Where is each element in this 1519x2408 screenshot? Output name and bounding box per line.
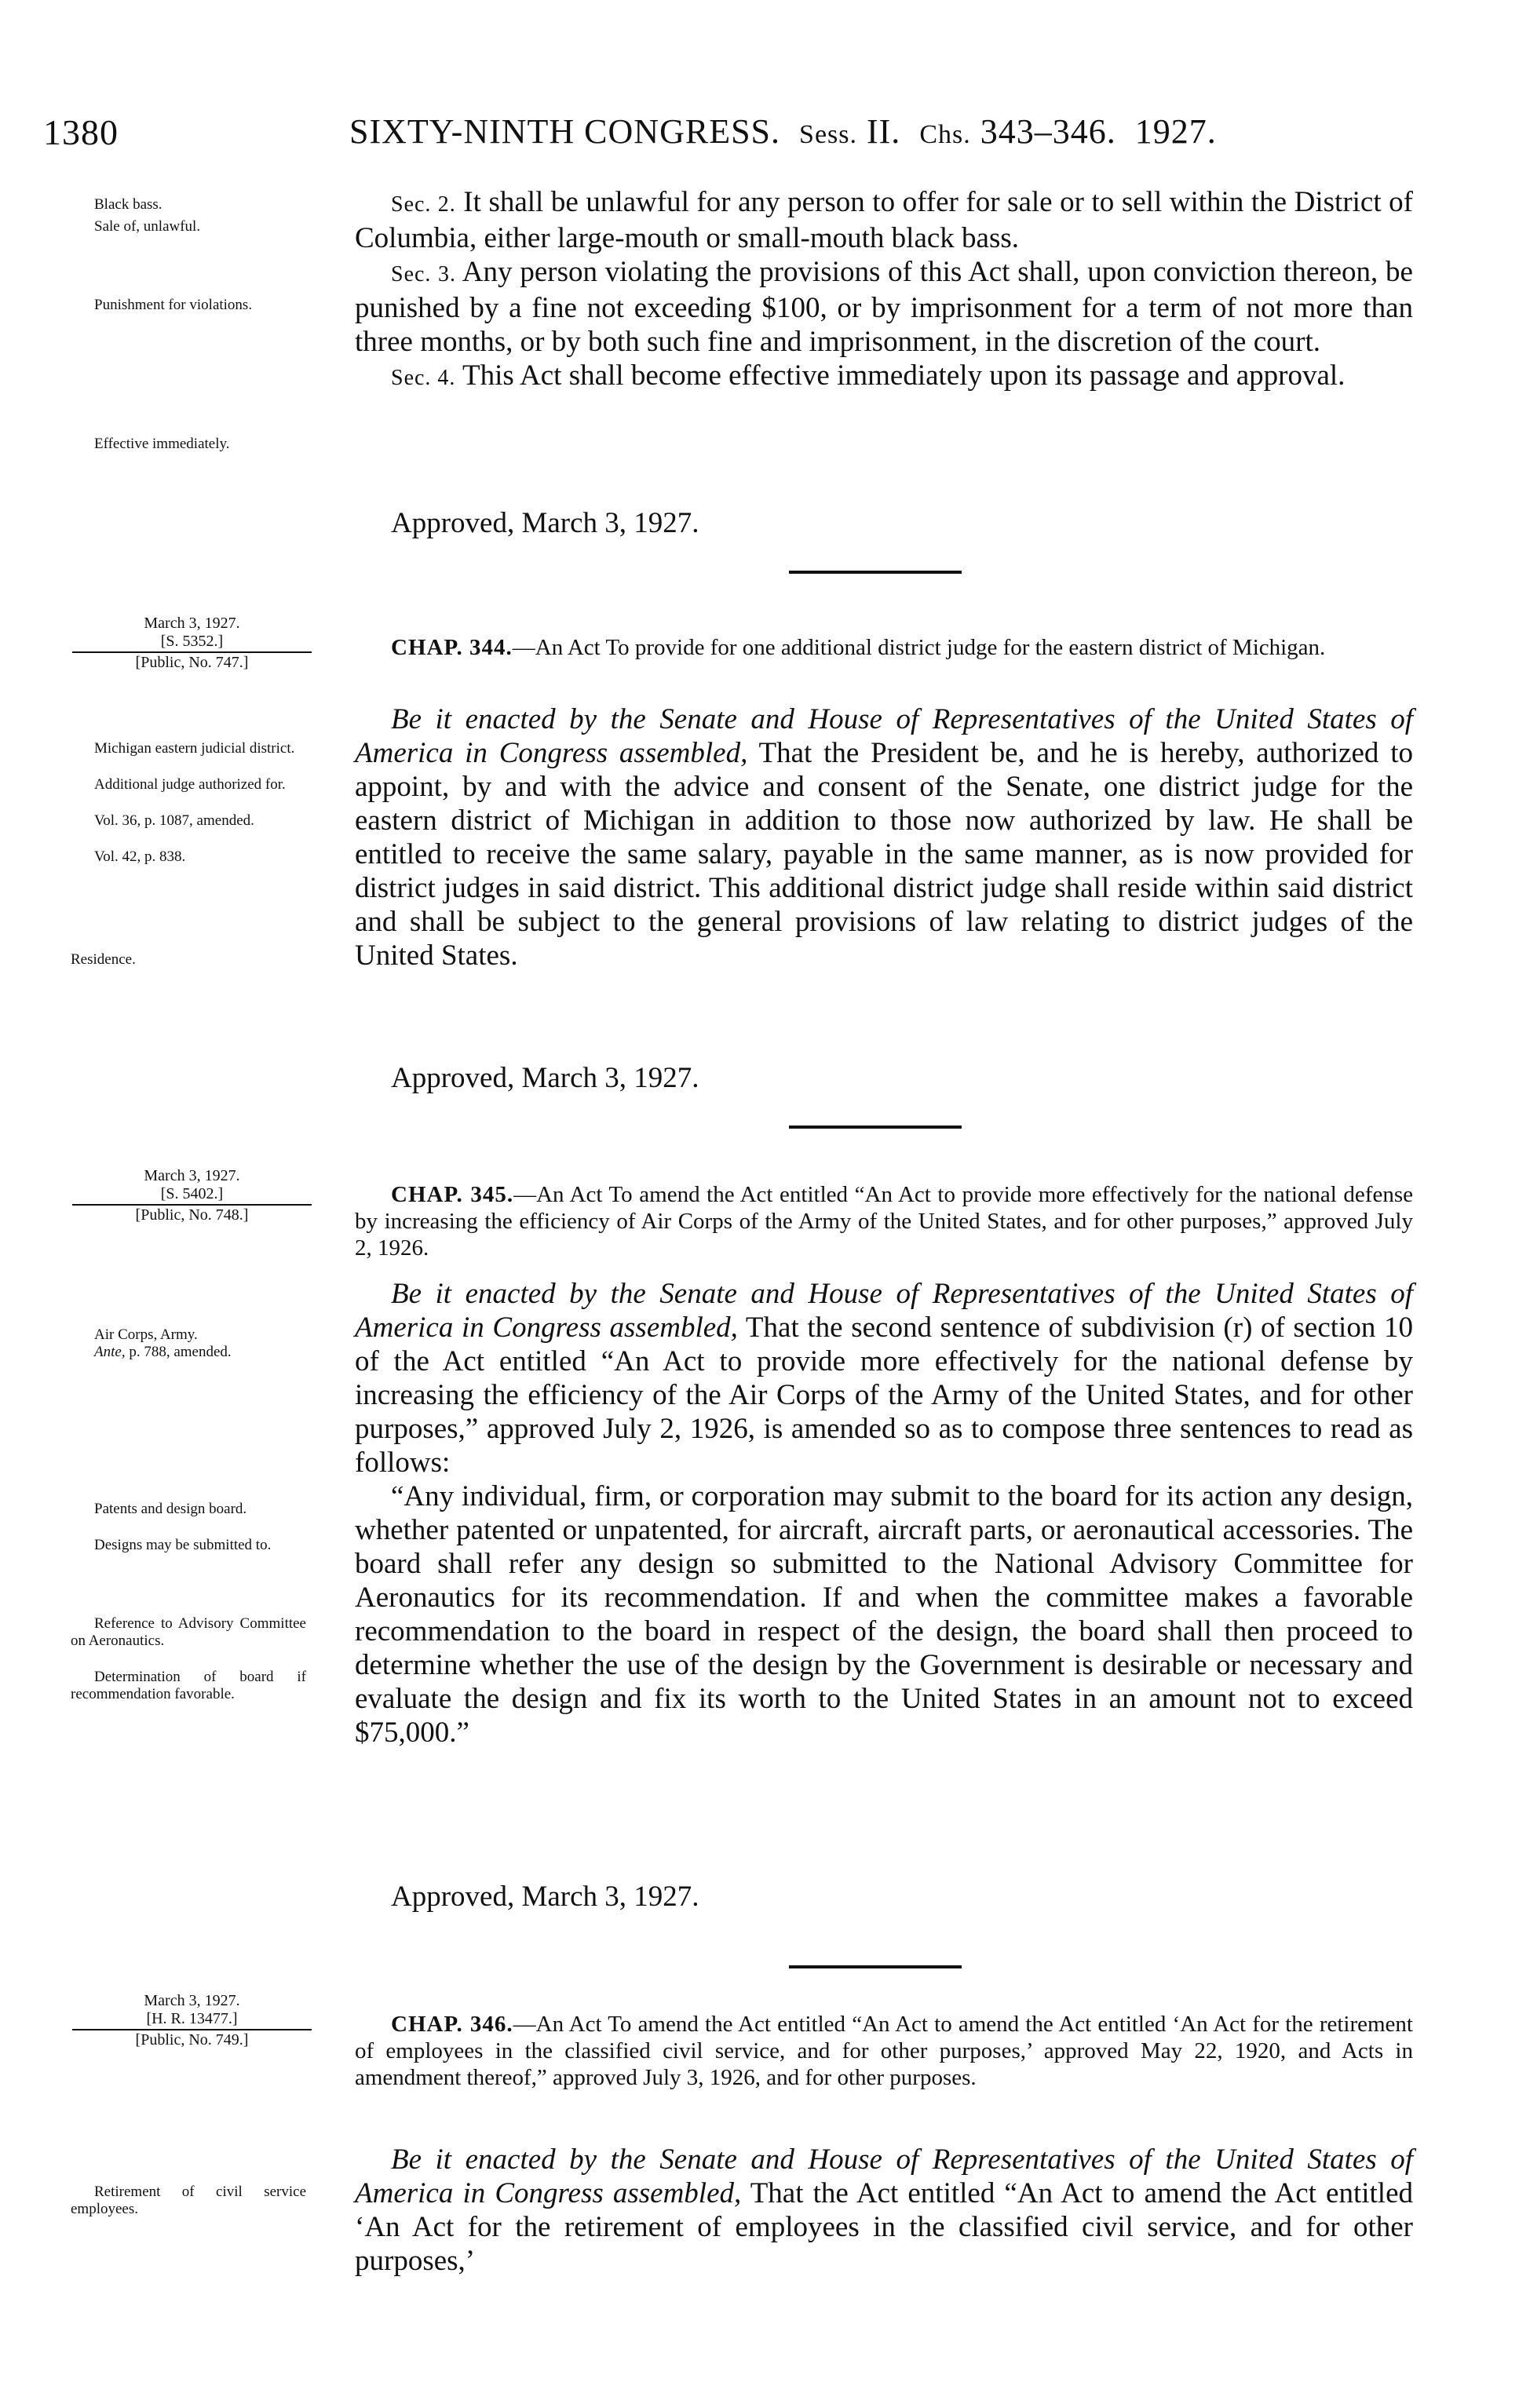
margin-note: Michigan eastern judicial district. bbox=[94, 740, 295, 757]
enactment-date: March 3, 1927. bbox=[144, 1167, 240, 1184]
chapter-title: —An Act To amend the Act entitled “An Act to provide more effectively for the national defense by increasing the efficiency of Air Corps of the Army of the United States, and for other purposes,” approved July 2, 1926. bbox=[355, 1182, 1413, 1261]
enacting-clause: Be it enacted by the Senate and House of Representatives of the United States of America in Congress assembled, bbox=[355, 2143, 1413, 2209]
chapter-343-body bbox=[355, 185, 1413, 395]
margin-note: Designs may be submitted to. bbox=[94, 1537, 272, 1553]
chapter-344-body bbox=[355, 702, 1413, 972]
public-law-number: [Public, No. 749.] bbox=[135, 2031, 249, 2049]
chapter-title: —An Act To amend the Act entitled “An Act to amend the Act entitled ‘An Act for the retirement of employees in the classified civil service, and for other purposes,’ approved May 22, 1920, and Acts in amendment thereof,” approved July 3, 1926, and for other purposes. bbox=[355, 2012, 1413, 2090]
chapter-label: CHAP. 344. bbox=[391, 635, 513, 660]
bill-info-345 bbox=[72, 1167, 312, 1224]
enacting-clause: Be it enacted by the Senate and House of Representatives of the United States of America in Congress assembled, bbox=[355, 703, 1413, 769]
bill-info-344 bbox=[72, 615, 312, 672]
margin-note: Reference to Advisory Committee on Aeronautics. bbox=[71, 1615, 306, 1649]
margin-note: Sale of, unlawful. bbox=[94, 218, 201, 235]
chapter-text: That the President be, and he is hereby, authorized to appoint, by and with the advice and consent of the Senate, one district judge for the eastern district of Michigan in addition to those now authorized by law. He shall be entitled to receive the same salary, payable in the same manner, as is now provided for district judges in said district. This additional district judge shall reside within said district and shall be subject to the general provisions of law relating to district judges of the United States. bbox=[355, 737, 1413, 972]
section-separator bbox=[789, 1126, 962, 1129]
chapter-label: CHAP. 345. bbox=[391, 1182, 514, 1207]
header-year: 1927. bbox=[1134, 112, 1217, 151]
congress-title: SIXTY-NINTH CONGRESS. bbox=[349, 112, 781, 151]
section-separator bbox=[789, 571, 962, 574]
margin-note: Additional judge authorized for. bbox=[94, 776, 286, 793]
approved-date: Approved, March 3, 1927. bbox=[391, 1062, 699, 1094]
bill-number: [S. 5352.] bbox=[160, 633, 224, 650]
public-law-number: [Public, No. 748.] bbox=[135, 1206, 249, 1224]
page-number: 1380 bbox=[43, 112, 119, 152]
chapters-range: 343–346. bbox=[980, 112, 1116, 151]
chapter-title: —An Act To provide for one additional district judge for the eastern district of Michigan. bbox=[512, 635, 1326, 660]
margin-note: Vol. 42, p. 838. bbox=[94, 848, 186, 865]
margin-note: Retirement of civil service employees. bbox=[71, 2184, 306, 2217]
chapter-346-body bbox=[355, 2143, 1413, 2278]
chapter-344-heading bbox=[355, 634, 1413, 661]
chapters-label: Chs. bbox=[919, 120, 971, 149]
running-head bbox=[349, 111, 1217, 151]
margin-note: Determination of board if recommendation favorable. bbox=[71, 1669, 306, 1702]
enactment-date: March 3, 1927. bbox=[144, 1992, 240, 2009]
chapter-346-heading bbox=[355, 2011, 1413, 2091]
session-label: Sess. bbox=[799, 120, 857, 149]
bill-rule bbox=[72, 1204, 312, 1206]
section-2: Sec. 2. It shall be unlawful for any person to offer for sale or to sell within the District of Columbia, either large-mouth or small-mouth black bass. bbox=[355, 186, 1413, 254]
bill-rule bbox=[72, 651, 312, 653]
chapter-text: That the second sentence of subdivision (r) of section 10 of the Act entitled “An Act to provide more effectively for the national defense by increasing the efficiency of the Air Corps of the Army of the United States, and for other purposes,” approved July 2, 1926, is amended so as to compose three sentences to read as follows: bbox=[355, 1312, 1413, 1479]
margin-note: Residence. bbox=[71, 951, 136, 968]
bill-number: [H. R. 13477.] bbox=[146, 2010, 238, 2027]
bill-info-346 bbox=[72, 1992, 312, 2049]
chapter-345-heading bbox=[355, 1181, 1413, 1261]
enactment-date: March 3, 1927. bbox=[144, 615, 240, 632]
margin-note: Punishment for violations. bbox=[94, 297, 253, 313]
margin-note: Ante, p. 788, amended. bbox=[94, 1344, 232, 1360]
chapter-text: That the Act entitled “An Act to amend the Act entitled ‘An Act for the retirement of employees in the classified civil service, and for other purposes,’ bbox=[355, 2177, 1413, 2277]
approved-date: Approved, March 3, 1927. bbox=[391, 1881, 699, 1913]
section-4: Sec. 4. This Act shall become effective immediately upon its passage and approval. bbox=[391, 359, 1346, 392]
margin-note: Vol. 36, p. 1087, amended. bbox=[94, 812, 254, 829]
quoted-amendment: “Any individual, firm, or corporation may submit to the board for its action any design, whether patented or unpatented, for aircraft, aircraft parts, or aeronautical accessories. The board shall refer any design so submitted to the National Advisory Committee for Aeronautics for its recommendation. If and when the committee makes a favorable recommendation to the board in respect of the design, the board shall then proceed to determine whether the use of the design by the Government is desirable or necessary and evaluate the design and fix its worth to the United States in an amount not to exceed $75,000.” bbox=[355, 1480, 1413, 1749]
section-3: Sec. 3. Any person violating the provisions of this Act shall, upon conviction thereon, be punished by a fine not exceeding $100, or by imprisonment for a term of not more than three months, or by both such fine and imprisonment, in the discretion of the court. bbox=[355, 256, 1413, 358]
enacting-clause: Be it enacted by the Senate and House of Representatives of the United States of America in Congress assembled, bbox=[355, 1278, 1413, 1344]
public-law-number: [Public, No. 747.] bbox=[135, 654, 249, 671]
bill-rule bbox=[72, 2029, 312, 2030]
chapter-label: CHAP. 346. bbox=[391, 2012, 513, 2037]
bill-number: [S. 5402.] bbox=[160, 1185, 224, 1202]
approved-date: Approved, March 3, 1927. bbox=[391, 507, 699, 539]
section-separator bbox=[789, 1965, 962, 1968]
margin-note: Black bass. bbox=[94, 196, 162, 213]
margin-note: Air Corps, Army. bbox=[94, 1326, 198, 1343]
session-number: II. bbox=[867, 112, 901, 151]
chapter-345-body bbox=[355, 1277, 1413, 1749]
margin-note: Patents and design board. bbox=[94, 1501, 247, 1517]
margin-note: Effective immediately. bbox=[94, 436, 230, 452]
